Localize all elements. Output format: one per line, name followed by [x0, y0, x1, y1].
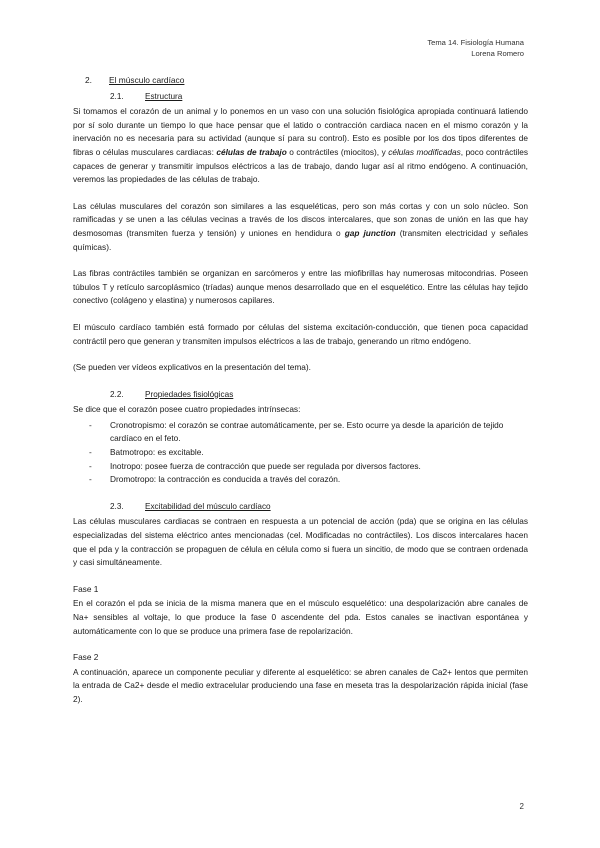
list-item	[89, 473, 528, 487]
list-item-text: Dromotropo: la contracción es conducida a través del corazón.	[110, 474, 341, 485]
dash-bullet: -	[89, 447, 92, 458]
subsection-heading-propiedades	[110, 388, 528, 402]
paragraph: Se dice que el corazón posee cuatro propiedades intrínsecas:	[73, 404, 301, 415]
subsection-heading-estructura	[110, 90, 528, 104]
subsection-heading-excitabilidad	[110, 500, 528, 514]
text-run: (transmiten electricidad y señales químicas).	[73, 227, 528, 252]
list-item-text: Batmotropo: es excitable.	[110, 447, 204, 458]
list-item	[89, 460, 528, 474]
emphasis-term: células de trabajo	[216, 146, 287, 157]
paragraph: A continuación, aparece un componente peculiar y diferente al esquelético: se abren canales de Ca2+ lentos que permiten la entrada de Ca2+ desde el medio extracelular produciendo una fase en meseta tras la despolarización rápida inicial (fase 2).	[73, 666, 528, 704]
paragraph: Las fibras contráctiles también se organizan en sarcómeros y entre las miofibrillas hay numerosas mitocondrias. Poseen túbulos T y retículo sarcoplásmico (tríadas) aunque menos desarrollado que en el esquelético. Entre las células hay tejido conectivo (colágeno y elastina) y numerosos capilares.	[73, 268, 528, 306]
subsection-title: Excitabilidad del músculo cardíaco	[145, 501, 271, 511]
fase-1-title: Fase 1	[73, 583, 99, 594]
subsection-title: Estructura	[145, 91, 183, 101]
emphasis-term: células modificadas	[388, 146, 461, 157]
dash-bullet: -	[89, 419, 92, 430]
page-header	[427, 37, 524, 59]
paragraph: Las células musculares cardiacas se contraen en respuesta a un potencial de acción (pda) que se origina en las células especializadas del sistema eléctrico antes mencionadas (cel. Modificadas no contráctiles). Los discos intercalares hacen que el pda y la contracción se propaguen de célula en célula como si fuera un sincitio, de modo que se contraen ordenada y casi simultáneamente.	[73, 516, 528, 568]
page-number: 2	[519, 802, 524, 811]
section-title: El músculo cardíaco	[109, 75, 185, 85]
subsection-number: 2.3.	[110, 501, 124, 511]
fase-2-title: Fase 2	[73, 652, 99, 663]
text-run: o contráctiles (miocitos), y	[286, 146, 389, 157]
list-item-text: Cronotropismo: el corazón se contrae automáticamente, per se. Esto ocurre ya desde la aparición de tejido cardíaco en el feto.	[110, 419, 504, 444]
text-run: Las células musculares del corazón son similares a las esqueléticas, pero son más cortas y con un solo núcleo. Son ramificadas y se unen a las células vecinas a través de los discos intercalares, que son zonas de unión en las que hay desmosomas (transmiten fuerza y tensión) y uniones en hendidura o	[73, 200, 528, 238]
text-run: , poco contráctiles capaces de generar y transmitir impulsos eléctricos a las de trabajo, dando lugar así al ritmo endógeno. A continuación, veremos las propiedades de las células de trabajo.	[73, 146, 528, 185]
paragraph	[73, 105, 528, 187]
text-run: Si tomamos el corazón de un animal y lo ponemos en un vaso con una solución fisiológica apropiada continuará latiendo por sí solo durante un tiempo lo que hace pensar que el latido o contracción cardiaca nacen en el mismo corazón y la inervación no es necesaria para su actividad (aunque sí para su control). Esto es posible por los dos tipos diferentes de fibras o células musculares cardiacas:	[73, 106, 528, 157]
list-item-text: Inotropo: posee fuerza de contracción que puede ser regulada por diversos factores.	[110, 460, 421, 471]
paragraph: (Se pueden ver vídeos explicativos en la presentación del tema).	[73, 362, 311, 373]
subsection-title: Propiedades fisiológicas	[145, 389, 234, 399]
dash-bullet: -	[89, 460, 92, 471]
subsection-number: 2.1.	[110, 91, 124, 101]
list-item	[89, 446, 528, 460]
subsection-number: 2.2.	[110, 389, 124, 399]
header-author: Lorena Romero	[471, 49, 524, 58]
paragraph	[73, 200, 528, 254]
properties-list	[73, 419, 528, 487]
paragraph: El músculo cardíaco también está formado por células del sistema excitación-conducción, que tienen poca capacidad contráctil pero que generan y transmiten impulsos eléctricos a las de trabajo, generando un ritmo endógeno.	[73, 321, 528, 346]
paragraph: En el corazón el pda se inicia de la misma manera que en el músculo esquelético: una despolarización abre canales de Na+ sensibles al voltaje, lo que produce la fase 0 ascendente del pda. Estos canales se inactivan espontánea y automáticamente con lo que se produce una primera fase de repolarización.	[73, 598, 528, 636]
dash-bullet: -	[89, 474, 92, 485]
emphasis-term: gap junction	[344, 227, 396, 238]
list-item	[89, 419, 528, 446]
page-content	[73, 74, 528, 720]
header-course: Tema 14. Fisiología Humana	[427, 38, 524, 47]
section-number: 2.	[85, 75, 92, 85]
section-heading	[85, 74, 528, 88]
